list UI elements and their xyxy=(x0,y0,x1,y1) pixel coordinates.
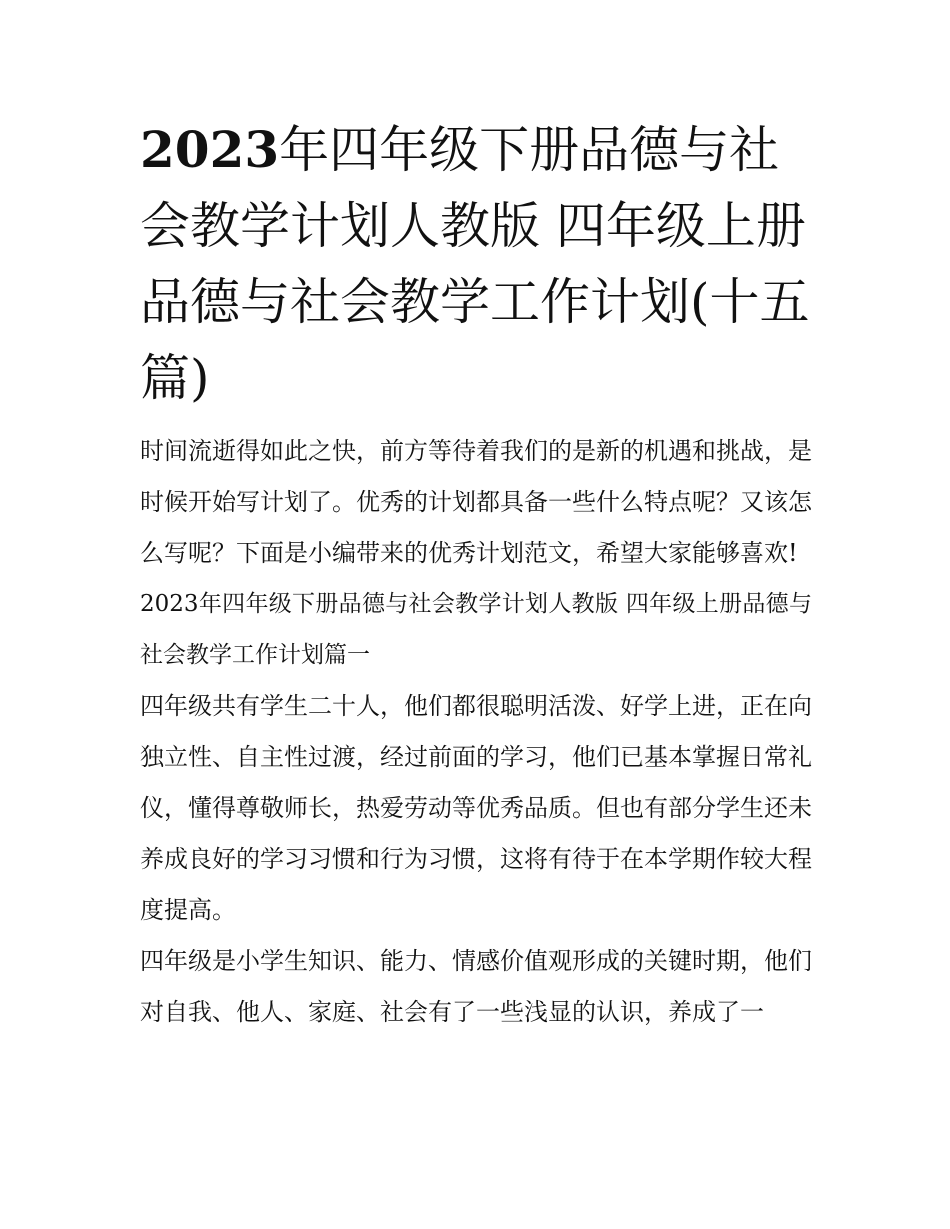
intro-paragraph: 时间流逝得如此之快，前方等待着我们的是新的机遇和挑战，是时候开始写计划了。优秀的计划都具备一些什么特点呢？又该怎么写呢？下面是小编带来的优秀计划范文，希望大家能够喜欢! xyxy=(140,437,812,567)
document-title xyxy=(140,112,812,416)
document-body xyxy=(140,426,812,1038)
body-paragraph: 四年级共有学生二十人，他们都很聪明活泼、好学上进，正在向独立性、自主性过渡，经过前面的学习，他们已基本掌握日常礼仪，懂得尊敬师长，热爱劳动等优秀品质。但也有部分学生还未养成良好的学习习惯和行为习惯，这将有待于在本学期作较大程度提高。 xyxy=(140,692,812,924)
document-content xyxy=(140,112,812,1038)
title-text: 年四年级下册品德与社会教学计划人教版 四年级上册品德与社会教学工作计划(十五篇) xyxy=(140,121,810,407)
section-heading: 2023年四年级下册品德与社会教学计划人教版 四年级上册品德与社会教学工作计划篇一 xyxy=(140,591,812,668)
title-year: 2023 xyxy=(140,120,280,179)
body-paragraph: 四年级是小学生知识、能力、情感价值观形成的关键时期，他们对自我、他人、家庭、社会有了一些浅显的认识，养成了一 xyxy=(140,947,812,1026)
